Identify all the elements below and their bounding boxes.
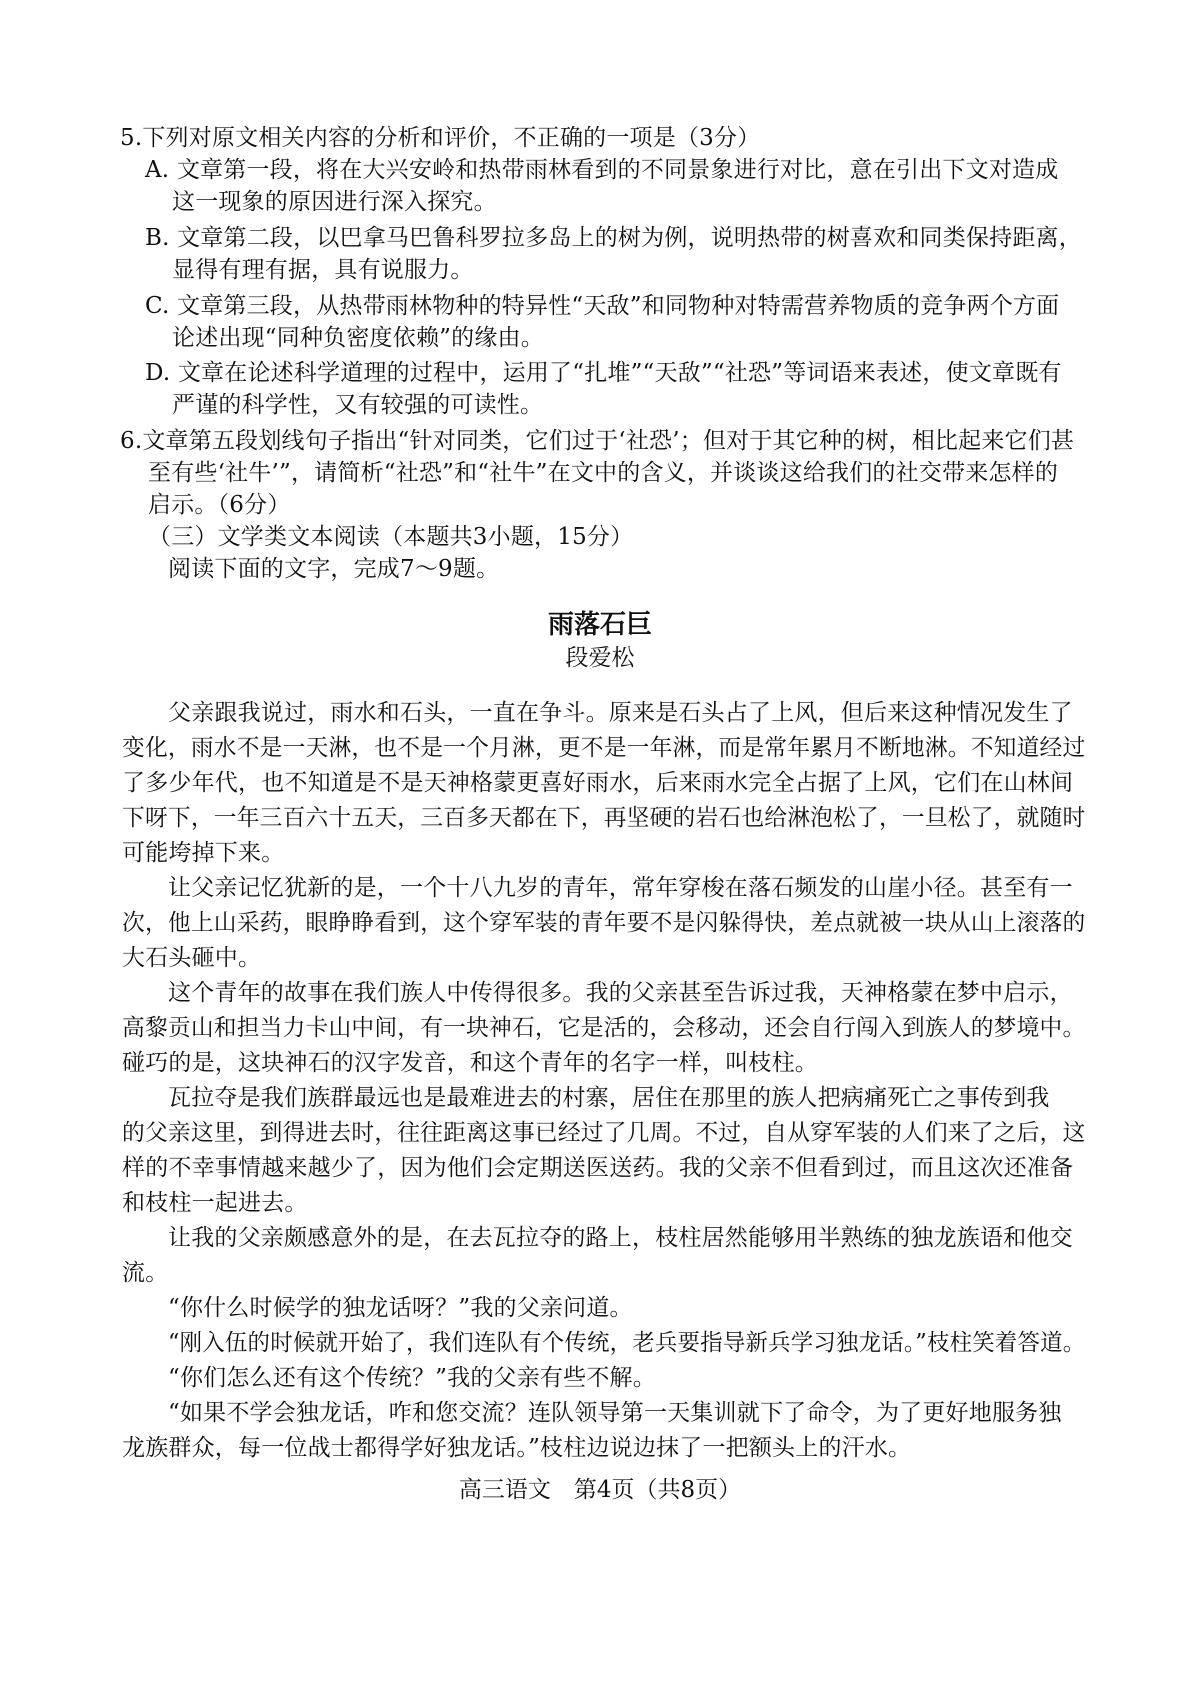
q5-option-d-line1: D. 文章在论述科学道理的过程中，运用了“扎堆”“天敌”“社恐”等词语来表述，使文章既有 [145,360,1062,386]
story-line: 样的不幸事情越来越少了，因为他们会定期送医送药。我的父亲不但看到过，而且这次还准备 [122,1155,1074,1181]
page-footer: 高三语文 第4页（共8页） [458,1477,742,1503]
story-line: “如果不学会独龙话，咋和您交流？连队领导第一天集训就下了命令，为了更好地服务独 [168,1400,1062,1426]
story-line: 次，他上山采药，眼睁睁看到，这个穿军装的青年要不是闪躲得快，差点就被一块从山上滚落的 [122,910,1086,936]
story-line: 龙族群众，每一位战士都得学好独龙话。”枝柱边说边抹了一把额头上的汗水。 [122,1435,912,1461]
story-line: 可能垮掉下来。 [122,840,285,866]
question-6-line2: 至有些‘社牛’”，请简析“社恐”和“社牛”在文中的含义，并谈谈这给我们的社交带来怎样的 [148,460,1059,486]
q5-option-a-line1: A. 文章第一段，将在大兴安岭和热带雨林看到的不同景象进行对比，意在引出下文对造成 [145,157,1059,183]
story-line: 让我的父亲颇感意外的是，在去瓦拉夺的路上，枝柱居然能够用半熟练的独龙族语和他交 [168,1225,1073,1251]
question-6-line3: 启示。（6分） [148,492,291,518]
story-line: 高黎贡山和担当力卡山中间，有一块神石，它是活的，会移动，还会自行闯入到族人的梦境中。 [122,1015,1086,1041]
story-author: 段爱松 [565,645,635,671]
story-line: 流。 [122,1260,169,1286]
story-line: 大石头砸中。 [122,945,262,971]
q5-option-d-line2: 严谨的科学性，又有较强的可读性。 [172,392,544,418]
story-line: 下呀下，一年三百六十五天，三百多天都在下，再坚硬的岩石也给淋泡松了，一旦松了，就随时 [122,805,1086,831]
story-line: 瓦拉夺是我们族群最远也是最难进去的村寨，居住在那里的族人把病痛死亡之事传到我 [168,1085,1050,1111]
question-6-line1: 6.文章第五段划线句子指出“针对同类，它们过于‘社恐’；但对于其它种的树，相比起来它们甚 [120,428,1075,454]
story-line: 了多少年代，也不知道是不是天神格蒙更喜好雨水，后来雨水完全占据了上风，它们在山林间 [122,770,1074,796]
story-line: 父亲跟我说过，雨水和石头，一直在争斗。原来是石头占了上风，但后来这种情况发生了 [168,700,1073,726]
q5-option-b-line1: B. 文章第二段，以巴拿马巴鲁科罗拉多岛上的树为例，说明热带的树喜欢和同类保持距离， [145,225,1082,251]
story-line: 这个青年的故事在我们族人中传得很多。我的父亲甚至告诉过我，天神格蒙在梦中启示， [168,980,1073,1006]
story-title: 雨落石巨 [547,610,652,640]
q5-option-c-line2: 论述出现“同种负密度依赖”的缘由。 [172,325,544,351]
q5-option-c-line1: C. 文章第三段，从热带雨林物种的特异性“天敌”和同物种对特需营养物质的竞争两个方面 [145,293,1060,319]
story-line: 的父亲这里，到得进去时，往往距离这事已经过了几周。不过，自从穿军装的人们来了之后，这 [122,1120,1086,1146]
section-instruction: 阅读下面的文字，完成7～9题。 [168,556,500,582]
story-line: “你们怎么还有这个传统？”我的父亲有些不解。 [168,1365,656,1391]
q5-option-b-line2: 显得有理有据，具有说服力。 [172,257,474,283]
question-5-stem: 5.下列对原文相关内容的分析和评价，不正确的一项是（3分） [120,125,761,151]
story-line: “你什么时候学的独龙话呀？”我的父亲问道。 [168,1295,633,1321]
story-line: 让父亲记忆犹新的是，一个十八九岁的青年，常年穿梭在落石频发的山崖小径。甚至有一 [168,875,1073,901]
story-line: 变化，雨水不是一天淋，也不是一个月淋，更不是一年淋，而是常年累月不断地淋。不知道经过 [122,735,1086,761]
q5-option-a-line2: 这一现象的原因进行深入探究。 [172,189,497,215]
section-heading: （三）文学类文本阅读（本题共3小题，15分） [148,524,634,550]
story-line: 和枝柱一起进去。 [122,1190,308,1216]
story-line: 碰巧的是，这块神石的汉字发音，和这个青年的名字一样，叫枝柱。 [122,1050,818,1076]
story-line: “刚入伍的时候就开始了，我们连队有个传统，老兵要指导新兵学习独龙话。”枝柱笑着答道。 [168,1330,1086,1356]
